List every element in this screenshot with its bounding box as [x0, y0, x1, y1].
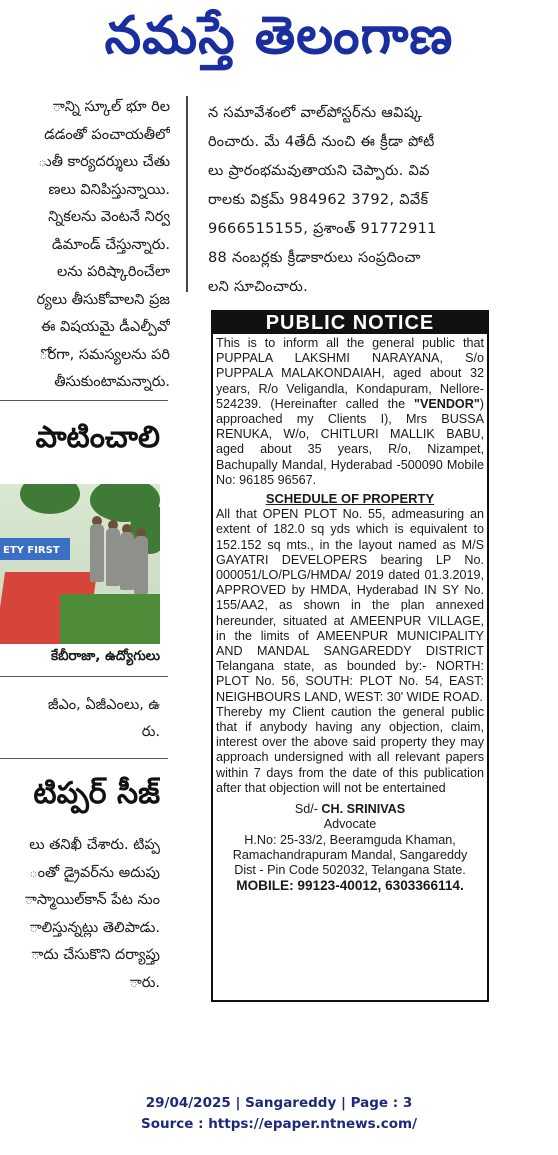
caution-text: Thereby my Client caution the general public that if anybody having any objection, claim, interest over the above said property they may approach undersigned with all relevant papers within 7 days from the date of this publication after that objection will not be entertained: [216, 704, 484, 795]
schedule-text: All that OPEN PLOT No. 55, admeasuring an extent of 182.0 sq yds which is equivalent to 152.152 sq mts., in the layout named as M/S GAYATRI DEVELOPERS bearing LP No. 000051/LO/PLG/HMDA/ 2019 dated 01.3.2019, APPROVED by HMDA, Hyderabad IN SY No. 155/AA2, as shown in the plan annexed hereunder, situated at AMEENPUR VILLAGE, in the limits of AMEENPUR MUNICIPALITY AND MANDAL SANGAREDDY DISTRICT Telangana state, as bounded by:- NORTH: PLOT No. 56, SOUTH: PLOT No. 54, EAST: NEIGHBOURS LAND, WEST: 30' WIDE ROAD.: [216, 507, 484, 704]
left-line: డిమాండ్ చేస్తున్నారు.: [51, 236, 170, 253]
right-line: రాలకు విక్రమ్ 984962 3792, వివేక్: [208, 192, 429, 208]
notice-intro: [216, 336, 484, 488]
right-line: 9666515155, ప్రశాంత్ 91772911: [208, 221, 437, 237]
left-line: ఈ విషయమై డీఎల్పీవో: [41, 319, 170, 335]
right-line: రించారు. మే 4తేదీ నుంచి ఈ క్రీడా పోటీ: [208, 134, 435, 150]
signatory-name: CH. SRINIVAS: [321, 802, 406, 817]
left-line: లు తనిఖీ చేశారు. టిప్ప: [29, 837, 160, 853]
left-line: ంతో డ్రైవర్‌ను అదుపు: [29, 864, 160, 881]
right-line: న సమావేశంలో వాల్‌పోస్టర్‌ను ఆవిష్క: [208, 105, 423, 121]
schedule-heading: SCHEDULE OF PROPERTY: [265, 491, 435, 507]
news-photo: [0, 484, 160, 644]
right-line: 88 నంబర్లకు క్రీడాకారులు సంప్రదించా: [208, 250, 421, 266]
sd-prefix: Sd/-: [294, 802, 322, 817]
section-heading: పాటించాలి: [35, 420, 160, 455]
left-article-top: [0, 94, 170, 397]
left-line: ాలిస్తున్నట్లు తెలిపాడు.: [29, 919, 160, 936]
column-rule: [186, 96, 188, 292]
right-article: [208, 99, 498, 302]
masthead-title: నమస్తే తెలంగాణ: [104, 6, 454, 66]
notice-body: [213, 334, 487, 894]
intro-text: ) approached my Clients I), Mrs BUSSA RENUKA, W/o, CHITLURI MALLIK BABU, aged about 35 years, R/o, Nizampet, Bachupally Mandal, Hyderabad -500090 Mobile No: 96185 96567.: [216, 396, 484, 487]
left-line: డడంతో పంచాయతీలో: [44, 126, 170, 143]
footer: [0, 1093, 558, 1135]
footer-source: Source : https://epaper.ntnews.com/: [140, 1116, 418, 1132]
left-line: జీఎం, ఏజీఎంలు, ఉ: [47, 697, 160, 713]
photo-banner-text: ETY FIRST: [3, 545, 60, 556]
left-line: లను పరిష్కారించేలా: [57, 264, 170, 280]
masthead: [0, 0, 558, 88]
signature-block: [216, 802, 484, 878]
left-line: ాన్ని స్కూల్ భూ రిల: [52, 99, 170, 115]
footer-date-page: 29/04/2025 | Sangareddy | Page : 3: [145, 1095, 413, 1111]
intro-text: This is to inform all the general public that PUPPALA LAKSHMI NARAYANA, S/o PUPPALA MALAKONDAIAH, aged about 32 years, R/o Veligandla, Kondapuram, Nellore-524239. (Hereinafter called the: [216, 336, 484, 411]
left-line: ోరగా, సమస్యలను పరి: [39, 346, 170, 363]
designation: Advocate: [323, 817, 377, 832]
notice-title: PUBLIC NOTICE: [213, 312, 487, 334]
photo-caption: కేబీరాజా, ఉద్యోగులు: [51, 648, 160, 664]
left-line: ుతీ కార్యదర్శులు చేతు: [38, 154, 170, 170]
section-heading: టిప్పర్ సీజ్: [33, 776, 160, 811]
address-line: Dist - Pin Code 502032, Telangana State.: [234, 862, 466, 877]
left-line: రు.: [141, 724, 160, 740]
left-line: ణలు వినిపిస్తున్నాయి.: [48, 181, 170, 198]
left-line: తీసుకుంటామన్నారు.: [54, 374, 170, 390]
divider: [0, 676, 168, 677]
address-line: H.No: 25-33/2, Beeramguda Khaman,: [244, 832, 456, 847]
mobile-numbers: MOBILE: 99123-40012, 6303366114.: [236, 878, 464, 894]
left-line: ారు.: [129, 974, 160, 991]
left-line: న్నికలను వెంటనే నిర్వ: [48, 209, 170, 225]
divider: [0, 758, 168, 759]
right-line: లు ప్రారంభమవుతాయని చెప్పారు. వివ: [208, 163, 430, 179]
right-line: లని సూచించారు.: [208, 279, 309, 295]
public-notice: [211, 310, 489, 1002]
vendor-label: "VENDOR": [413, 396, 480, 411]
address-line: Ramachandrapuram Mandal, Sangareddy: [232, 847, 468, 862]
left-line: ర్యలు తీసుకోవాలని ప్రజ: [36, 291, 170, 308]
left-article-mid: [0, 692, 160, 746]
left-line: ాస్మాయిల్‌కాన్ పేట నుం: [24, 892, 160, 908]
divider: [0, 400, 168, 401]
left-line: ాదు చేసుకొని దర్యాప్తు: [31, 947, 160, 963]
left-article-bottom: [0, 832, 160, 997]
